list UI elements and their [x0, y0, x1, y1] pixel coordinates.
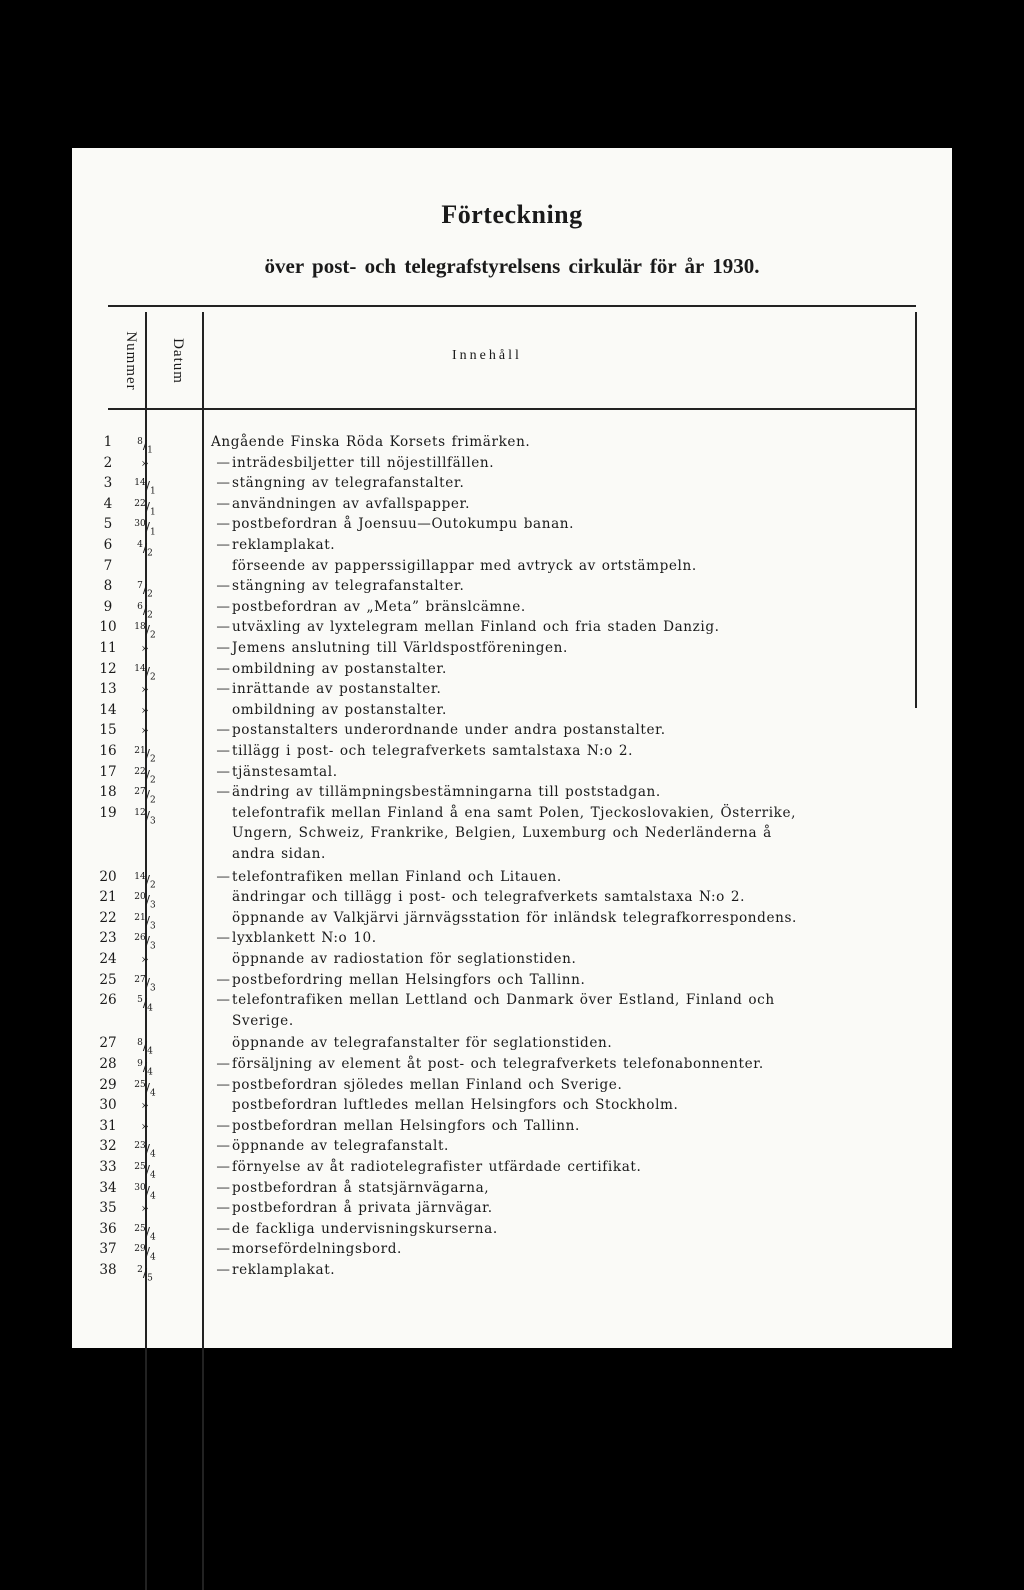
row-number: 19	[99, 804, 117, 821]
row-number: 15	[99, 722, 117, 739]
row-content: postbefordran å Joensuu—Outokumpu banan.	[232, 516, 575, 533]
ditto-dash: —	[216, 1262, 230, 1278]
ditto-dash: —	[216, 1138, 230, 1155]
row-content: stängning av telegrafanstalter.	[232, 475, 465, 492]
row-content: inrättande av postanstalter.	[232, 681, 442, 698]
row-number: 29	[99, 1076, 117, 1093]
row-date: $^{22}/_1$	[134, 498, 156, 518]
row-content: postbefordran å privata järnvägar.	[232, 1200, 493, 1217]
row-content: förnyelse av åt radiotelegrafister utfärdade certifikat.	[232, 1159, 642, 1175]
row-number: 21	[99, 889, 117, 906]
ditto-dash: —	[216, 1179, 230, 1196]
row-content: lyxblankett N:o 10.	[232, 930, 377, 947]
row-date: $^{29}/_4$	[134, 1244, 156, 1264]
ditto-dash: —	[216, 475, 230, 492]
row-content: reklamplakat.	[232, 537, 336, 553]
row-date: $^{25}/_4$	[134, 1162, 156, 1181]
ditto-dash: —	[216, 930, 230, 947]
row-date: $^{18}/_2$	[134, 622, 156, 642]
row-content: stängning av telegrafanstalter.	[232, 578, 465, 595]
table-top-rule	[108, 305, 916, 307]
row-number: 26	[99, 992, 117, 1009]
row-number: 7	[103, 557, 113, 574]
ditto-dash: —	[216, 868, 230, 885]
ditto-dash: —	[216, 1076, 230, 1093]
row-number: 1	[103, 434, 113, 450]
ditto-dash: —	[216, 784, 230, 801]
row-content: öppnande av radiostation för seglationstiden.	[232, 951, 577, 967]
row-number: 38	[99, 1262, 117, 1278]
row-content: telefontrafik mellan Finland å ena samt Polen, Tjeckoslovakien, Österrike,	[232, 804, 797, 821]
row-content: Jemens anslutning till Världspostföreningen.	[232, 640, 568, 656]
row-number: 18	[99, 784, 117, 801]
row-content: ändring av tillämpningsbestämningarna till poststadgan.	[232, 784, 661, 801]
row-number: 20	[99, 868, 117, 885]
ditto-dash: —	[216, 516, 230, 533]
row-content: inträdesbiljetter till nöjestillfällen.	[232, 454, 495, 471]
row-date: »	[141, 454, 149, 470]
row-content: telefontrafiken mellan Lettland och Danmark över Estland, Finland och	[232, 992, 775, 1009]
row-content: försäljning av element åt post- och telegrafverkets telefonabonnenter.	[232, 1056, 764, 1072]
row-date: $^{22}/_2$	[134, 766, 156, 786]
row-content: postbefordran mellan Helsingfors och Tallinn.	[232, 1117, 580, 1134]
ditto-dash: —	[216, 763, 230, 780]
row-date: $^{12}/_3$	[134, 807, 156, 827]
row-date: $^4/_2$	[137, 540, 153, 559]
row-date: $^2/_5$	[137, 1265, 153, 1284]
row-content-continued: Ungern, Schweiz, Frankrike, Belgien, Luxemburg och Nederländerna å	[232, 825, 772, 842]
ditto-dash: —	[216, 681, 230, 698]
row-content: öppnande av telegrafanstalt.	[232, 1138, 449, 1155]
row-content: Angående Finska Röda Korsets frimärken.	[211, 434, 531, 450]
row-number: 37	[99, 1241, 117, 1258]
row-date: $^8/_4$	[137, 1038, 153, 1058]
row-date: $^7/_2$	[137, 581, 153, 600]
row-date: »	[141, 1117, 149, 1133]
row-number: 9	[103, 598, 113, 615]
row-content: postbefordring mellan Helsingfors och Tallinn.	[232, 971, 586, 988]
row-content: tjänstesamtal.	[232, 763, 338, 780]
row-number: 4	[103, 495, 113, 512]
row-date: $^6/_2$	[137, 601, 153, 621]
row-content: ändringar och tillägg i post- och telegrafverkets samtalstaxa N:o 2.	[232, 889, 746, 906]
row-date: $^{30}/_4$	[134, 1182, 156, 1202]
row-date: $^{14}/_2$	[134, 871, 156, 891]
ditto-dash: —	[216, 578, 230, 595]
row-date: $^{20}/_3$	[134, 892, 156, 911]
row-content: telefontrafiken mellan Finland och Litauen.	[232, 868, 562, 885]
row-content: postbefordran sjöledes mellan Finland och Sverige.	[232, 1076, 623, 1093]
ditto-dash: —	[216, 1117, 230, 1134]
row-content: ombildning av postanstalter.	[232, 701, 447, 718]
row-content: förseende av papperssigillappar med avtryck av ortstämpeln.	[232, 557, 697, 574]
ditto-dash: —	[216, 495, 230, 512]
ditto-dash: —	[216, 598, 230, 615]
row-number: 36	[99, 1220, 117, 1237]
row-number: 31	[99, 1117, 117, 1134]
row-date: $^{25}/_4$	[134, 1223, 156, 1243]
ditto-dash: —	[216, 1241, 230, 1258]
row-number: 32	[99, 1138, 117, 1155]
header-nummer: Nummer	[123, 331, 139, 391]
row-date: $^{23}/_4$	[134, 1141, 156, 1161]
document-subtitle: över post- och telegrafstyrelsens cirkulär för år 1930.	[264, 254, 760, 278]
table-header-rule	[108, 408, 916, 410]
row-date: »	[141, 722, 149, 738]
row-content: morsefördelningsbord.	[232, 1241, 402, 1258]
row-content: utväxling av lyxtelegram mellan Finland och fria staden Danzig.	[232, 619, 720, 636]
row-date: $^{14}/_1$	[134, 478, 156, 497]
row-number: 33	[99, 1159, 117, 1175]
row-number: 13	[99, 681, 117, 698]
ditto-dash: —	[216, 1056, 230, 1072]
row-number: 12	[99, 660, 117, 677]
row-number: 8	[103, 578, 113, 595]
row-content-continued: Sverige.	[232, 1012, 294, 1029]
ditto-dash: —	[216, 1220, 230, 1237]
row-content-continued: andra sidan.	[232, 845, 326, 862]
row-number: 14	[99, 701, 117, 718]
row-date: $^9/_4$	[137, 1059, 153, 1078]
ditto-dash: —	[216, 1200, 230, 1217]
row-date: »	[141, 681, 149, 697]
row-number: 30	[99, 1097, 117, 1114]
header-datum: Datum	[170, 338, 186, 384]
row-content: reklamplakat.	[232, 1262, 336, 1278]
row-number: 23	[99, 930, 117, 947]
ditto-dash: —	[216, 1159, 230, 1175]
ditto-dash: —	[216, 722, 230, 739]
row-content: postbefordran å statsjärnvägarna,	[232, 1179, 490, 1196]
row-content: användningen av avfallspapper.	[232, 495, 471, 512]
row-number: 27	[99, 1035, 117, 1052]
row-number: 25	[99, 971, 117, 988]
row-content: postanstalters underordnande under andra postanstalter.	[232, 722, 666, 739]
row-number: 34	[99, 1179, 117, 1196]
row-number: 6	[103, 537, 113, 553]
row-number: 16	[99, 743, 117, 759]
ditto-dash: —	[216, 640, 230, 656]
header-innehall: Innehåll	[452, 348, 522, 363]
ditto-dash: —	[216, 992, 230, 1009]
row-date: $^{27}/_3$	[134, 974, 156, 994]
row-content: öppnande av telegrafanstalter för seglationstiden.	[232, 1035, 613, 1052]
row-date: $^{26}/_3$	[134, 933, 156, 953]
row-date: $^{21}/_3$	[134, 912, 156, 932]
row-number: 2	[103, 454, 113, 471]
ditto-dash: —	[216, 454, 230, 471]
row-date: »	[141, 1097, 149, 1113]
row-content: de fackliga undervisningskurserna.	[232, 1220, 498, 1237]
document-title: Förteckning	[441, 200, 583, 229]
row-content: postbefordran luftledes mellan Helsingfors och Stockholm.	[232, 1097, 679, 1114]
row-date: »	[141, 1200, 149, 1216]
row-content: postbefordran av „Meta” bränslcämne.	[232, 598, 526, 615]
row-number: 10	[99, 619, 117, 636]
ditto-dash: —	[216, 971, 230, 988]
row-date: $^{25}/_4$	[134, 1079, 156, 1099]
row-date: $^{14}/_2$	[134, 663, 156, 683]
row-date: »	[141, 951, 149, 966]
row-number: 22	[99, 909, 117, 926]
row-date: $^8/_1$	[137, 437, 153, 456]
row-number: 24	[99, 951, 117, 967]
row-content: ombildning av postanstalter.	[232, 660, 447, 677]
row-date: »	[141, 701, 149, 717]
row-content: tillägg i post- och telegrafverkets samtalstaxa N:o 2.	[232, 743, 634, 759]
row-date: $^{30}/_1$	[134, 519, 156, 539]
row-date: »	[141, 640, 149, 655]
row-date: $^{21}/_2$	[134, 746, 156, 765]
row-number: 11	[99, 640, 117, 656]
row-number: 35	[99, 1200, 117, 1217]
row-number: 3	[103, 475, 113, 492]
row-date: $^5/_4$	[137, 995, 153, 1014]
ditto-dash: —	[216, 743, 230, 759]
row-content: öppnande av Valkjärvi järnvägsstation för inländsk telegrafkorrespondens.	[232, 909, 797, 926]
row-number: 17	[99, 763, 117, 780]
row-number: 28	[99, 1056, 117, 1072]
row-number: 5	[103, 516, 113, 533]
row-date: $^{27}/_2$	[134, 787, 156, 806]
ditto-dash: —	[216, 537, 230, 553]
ditto-dash: —	[216, 660, 230, 677]
ditto-dash: —	[216, 619, 230, 636]
